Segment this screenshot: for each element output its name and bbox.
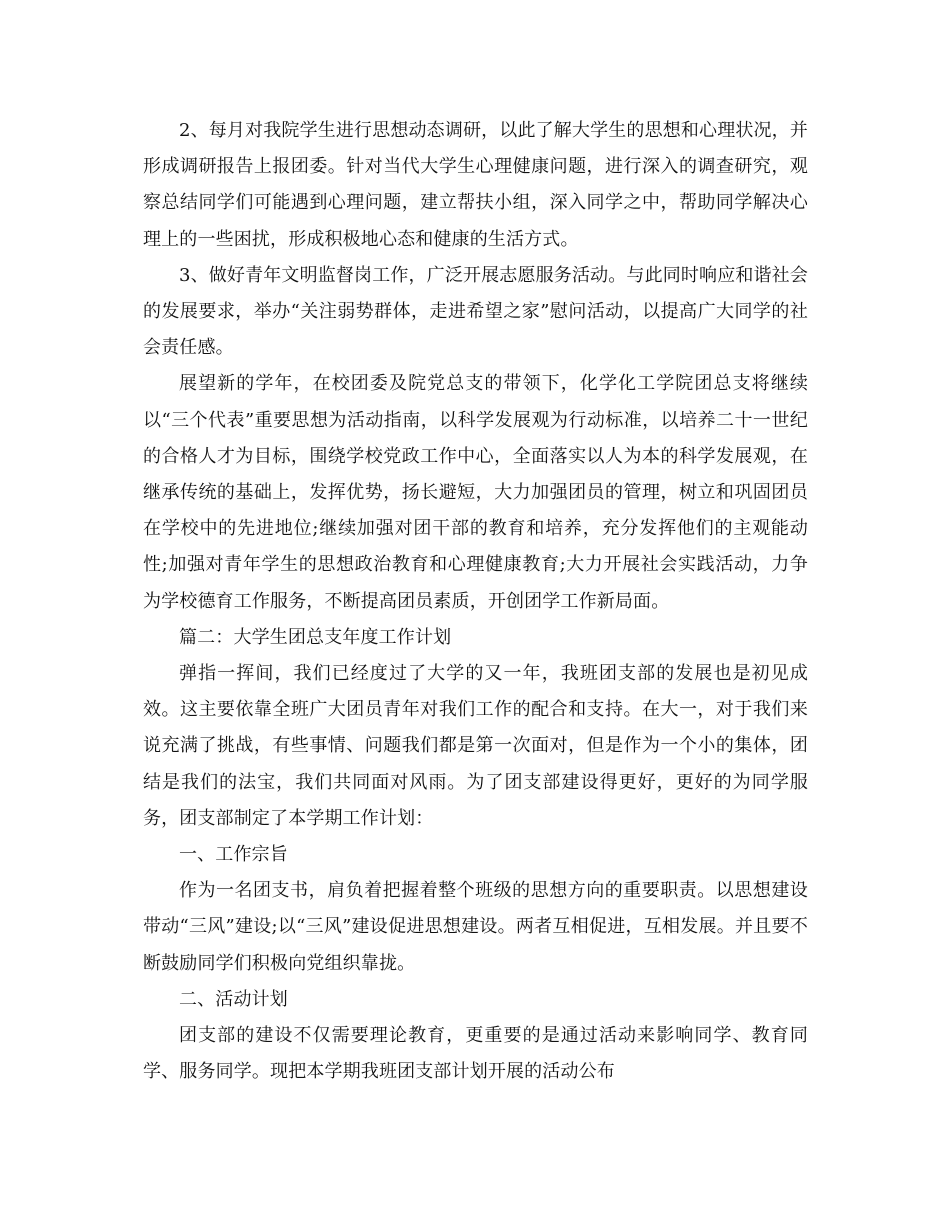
paragraph-item-2: 2、每月对我院学生进行思想动态调研，以此了解大学生的思想和心理状况，并形成调研报告上报团委。针对当代大学生心理健康问题，进行深入的调查研究，观察总结同学们可能遇到心理问题，建立帮扶小组，深入同学之中，帮助同学解决心理上的一些困扰，形成积极地心态和健康的生活方式。 [143, 120, 808, 250]
section-heading-purpose: 一、工作宗旨 [179, 844, 288, 866]
section-heading-activity-plan: 二、活动计划 [179, 988, 288, 1010]
document-body [143, 113, 808, 1090]
paragraph-activity-plan: 团支部的建设不仅需要理论教育，更重要的是通过活动来影响同学、教育同学、服务同学。现把本学期我班团支部计划开展的活动公布 [143, 1025, 808, 1083]
section-heading-part-two: 篇二：大学生团总支年度工作计划 [179, 626, 452, 648]
paragraph-item-3: 3、做好青年文明监督岗工作，广泛开展志愿服务活动。与此同时响应和谐社会的发展要求，举办“关注弱势群体，走进希望之家”慰问活动，以提高广大同学的社会责任感。 [143, 264, 808, 359]
paragraph-intro: 弹指一挥间，我们已经度过了大学的又一年，我班团支部的发展也是初见成效。这主要依靠全班广大团员青年对我们工作的配合和支持。在大一，对于我们来说充满了挑战，有些事情、问题我们都是第一次面对，但是作为一个小的集体，团结是我们的法宝，我们共同面对风雨。为了团支部建设得更好，更好的为同学服务，团支部制定了本学期工作计划： [143, 663, 808, 829]
paragraph-purpose: 作为一名团支书，肩负着把握着整个班级的思想方向的重要职责。以思想建设带动“三风”建设;以“三风”建设促进思想建设。两者互相促进，互相发展。并且要不断鼓励同学们积极向党组织靠拢。 [143, 880, 808, 974]
paragraph-outlook: 展望新的学年，在校团委及院党总支的带领下，化学化工学院团总支将继续以“三个代表”重要思想为活动指南，以科学发展观为行动标准，以培养二十一世纪的合格人才为目标，围绕学校党政工作中心，全面落实以人为本的科学发展观，在继承传统的基础上，发挥优势，扬长避短，大力加强团员的管理，树立和巩固团员在学校中的先进地位;继续加强对团干部的教育和培养，充分发挥他们的主观能动性;加强对青年学生的思想政治教育和心理健康教育;大力开展社会实践活动，力争为学校德育工作服务，不断提高团员素质，开创团学工作新局面。 [143, 373, 808, 612]
